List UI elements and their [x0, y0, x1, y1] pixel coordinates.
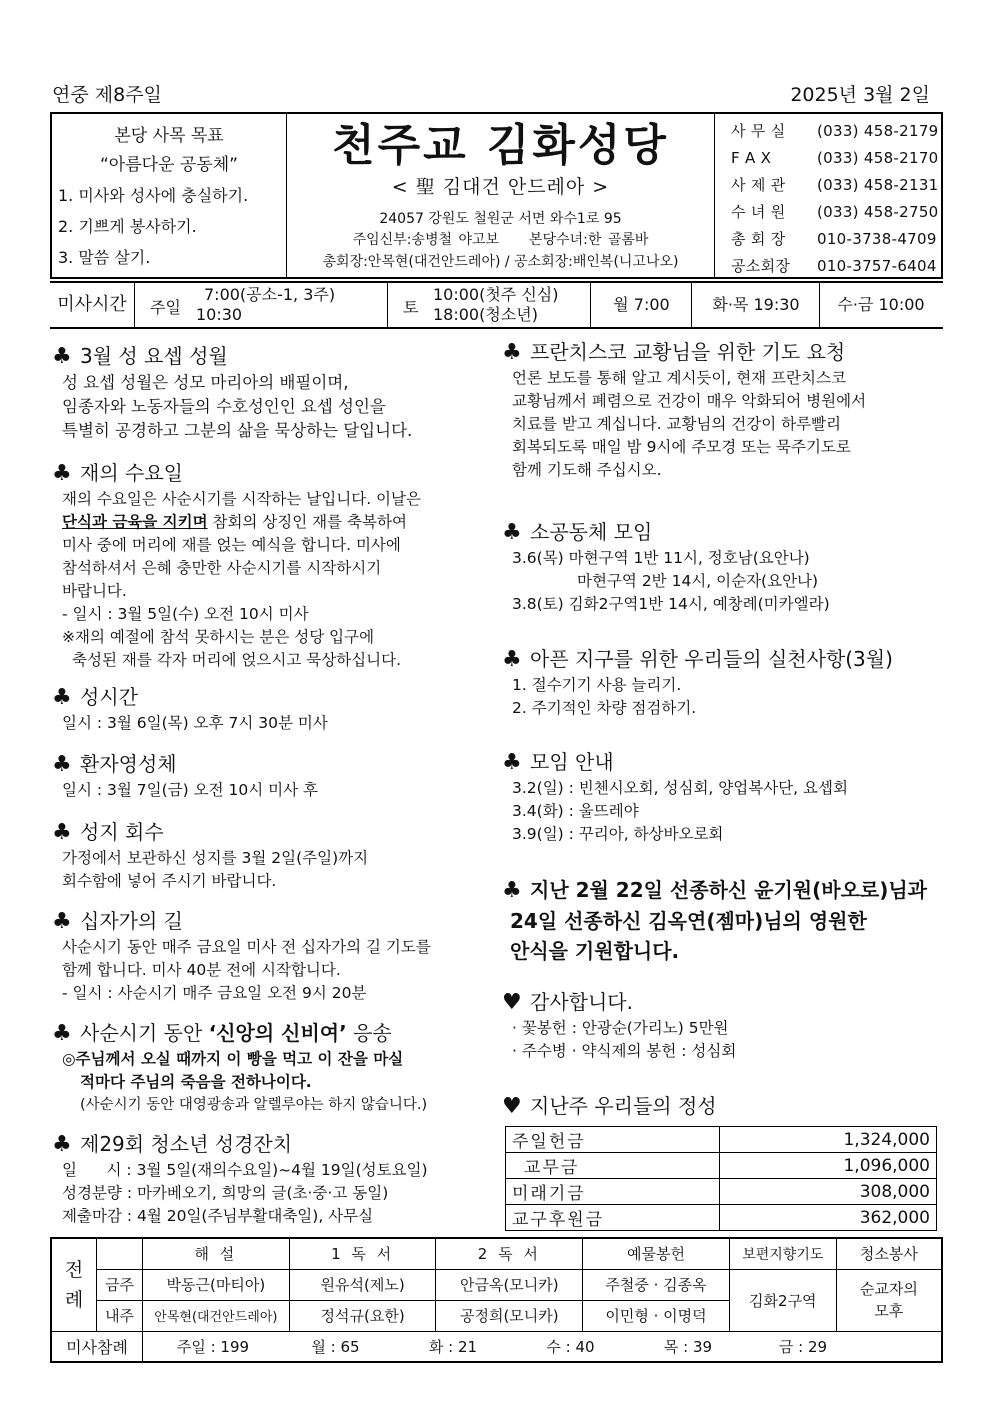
column-header: 해 설 [142, 1238, 289, 1269]
table-cell: 주철중 · 김종옥 [583, 1269, 730, 1300]
phone-label: 사 무 실 [731, 122, 786, 140]
text-line: 임종자와 노동자들의 수호성인인 요셉 성인을 [62, 397, 386, 416]
table-cell: 안목현(대건안드레아) [142, 1300, 289, 1331]
attendance-counts [142, 1331, 942, 1362]
text-line: 치료를 받고 계십니다. 교황님의 건강이 하루빨리 [512, 415, 842, 433]
table-cell: 공정희(모니카) [436, 1300, 583, 1331]
table-cell: 이민형 · 이명덕 [583, 1300, 730, 1331]
church-name: 천주교 김화성당 [332, 120, 669, 171]
goal-item: 1. 미사와 성사에 충실하기. [58, 186, 249, 205]
table-row [506, 1205, 937, 1231]
section-earth-practice [502, 645, 893, 720]
monday-mass: 월 7:00 [592, 283, 692, 327]
column-header: 2 독 서 [436, 1238, 583, 1269]
section-small-community [502, 518, 830, 616]
section-title: ♣ 재의 수요일 [52, 461, 183, 486]
text-line: (사순시기 동안 대영광송과 알렐루야는 하지 않습니다.) [80, 1097, 428, 1113]
phone-label: 사 제 관 [731, 176, 786, 194]
section-offering [502, 1092, 717, 1121]
wed-fri-mass: 수·금 10:00 [837, 295, 925, 314]
offering-label: 주일헌금 [506, 1127, 720, 1153]
club-icon: ♣ [502, 750, 522, 775]
clergy-row [288, 230, 713, 251]
text-line: 3.9(일) : 꾸리아, 하상바오로회 [512, 825, 724, 843]
pastoral-goals [52, 114, 287, 277]
saturday-mass [389, 283, 591, 327]
table-row [51, 1269, 942, 1300]
text-line: 성 요셉 성월은 성모 마리아의 배필이며, [62, 373, 349, 392]
section-pope-prayer [502, 338, 866, 482]
fasting-emphasis: 단식과 금육을 지키며 [62, 513, 208, 531]
section-title: ♥ 감사합니다. [502, 990, 633, 1015]
pastor-name: 주임신부:송병철 야고보 [352, 232, 500, 248]
column-header: 청소봉사 [836, 1238, 942, 1269]
goal-item: 3. 말씀 살기. [58, 248, 151, 267]
goal-title: 본당 사목 목표 [114, 126, 224, 146]
phone-row [731, 226, 943, 253]
column-header: 1 독 서 [289, 1238, 436, 1269]
club-icon: ♣ [52, 1132, 72, 1157]
sunday-time-2: 10:30 [196, 305, 243, 324]
text-line: 축성된 재를 각자 머리에 얹으시고 묵상하십니다. [72, 651, 402, 669]
phone-number: (033) 458-2131 [817, 176, 939, 194]
phone-label: F A X [731, 149, 772, 167]
club-icon: ♣ [52, 685, 72, 710]
club-icon: ♣ [52, 752, 72, 777]
liturgical-sunday: 연중 제8주일 [52, 84, 162, 106]
phone-number: (033) 458-2179 [817, 122, 939, 140]
section-title: ♣ 3월 성 요셉 성월 [52, 344, 228, 369]
text-line: 마현구역 2반 14시, 이순자(요안나) [577, 572, 819, 590]
offering-label: 교무금 [506, 1153, 720, 1179]
mass-times-row [50, 281, 943, 329]
mass-times-label: 미사시간 [50, 283, 135, 327]
goal-motto: “아름다운 공동체” [100, 155, 238, 175]
phone-directory [714, 114, 943, 277]
text-line: 3.8(토) 김화2구역1반 14시, 예창례(미카엘라) [512, 595, 830, 613]
section-sick-communion [52, 750, 318, 802]
text-line: 성경분량 : 마카베오기, 희망의 글(초·중·고 동일) [62, 1184, 389, 1202]
club-icon: ♣ [52, 461, 72, 486]
club-icon: ♣ [52, 909, 72, 934]
section-title: ♣ 성지 회수 [52, 820, 164, 845]
column-header: 예물봉헌 [583, 1238, 730, 1269]
section-youth-bible-festival [52, 1130, 428, 1228]
text-line: 재의 수요일은 사순시기를 시작하는 날입니다. 이날은 [62, 490, 421, 508]
phone-number: 010-3757-6404 [817, 257, 937, 275]
section-mystery-of-faith [52, 1019, 427, 1117]
text-line: 단식과 금육을 지키며 참회의 상징인 재를 축복하여 [62, 513, 407, 531]
attendance-thu: 목 : 39 [663, 1337, 713, 1356]
phone-label: 총 회 장 [731, 230, 786, 248]
section-title: ♥ 지난주 우리들의 정성 [502, 1094, 717, 1119]
table-cell: 원유석(제노) [289, 1269, 436, 1300]
section-holy-hour [52, 683, 328, 735]
phone-label: 공소회장 [731, 257, 791, 275]
saturday-time-2: 18:00(청소년) [433, 305, 538, 324]
goal-item: 2. 기쁘게 봉사하기. [58, 217, 197, 236]
row-label: 내주 [97, 1300, 143, 1331]
table-row [506, 1153, 937, 1179]
row-label: 금주 [97, 1269, 143, 1300]
cleaning-group: 순교자의 모후 [836, 1269, 942, 1331]
liturgy-schedule-table [50, 1237, 943, 1363]
offering-amount: 1,096,000 [720, 1153, 937, 1179]
text-line: 3.2(일) : 빈첸시오회, 성심회, 양업복사단, 요셉회 [512, 779, 848, 797]
saturday-time-1: 10:00(첫주 신심) [433, 285, 559, 304]
table-row [506, 1179, 937, 1205]
offering-amount: 362,000 [720, 1205, 937, 1231]
section-st-joseph-month [52, 342, 412, 443]
phone-row [731, 172, 943, 199]
phone-row [731, 145, 943, 172]
sunday-mass [136, 283, 388, 327]
text-line: 참석하셔서 은혜 충만한 사순시기를 시작하시기 [62, 559, 382, 577]
text-line: 특별히 공경하고 그분의 삶을 묵상하는 달입니다. [62, 421, 413, 440]
repose-line: 안식을 기원합니다. [510, 939, 680, 963]
text-line: · 주수병 · 약식제의 봉헌 : 성심회 [512, 1042, 737, 1060]
text-line: 일시 : 3월 6일(목) 오후 7시 30분 미사 [62, 714, 328, 732]
attendance-label: 미사참례 [51, 1331, 142, 1362]
heart-icon: ♥ [502, 990, 522, 1015]
table-row [506, 1127, 937, 1153]
text-line: 일 시 : 3월 5일(재의수요일)~4월 19일(성토요일) [62, 1161, 428, 1179]
text-line: 함께 합니다. 미사 40분 전에 시작합니다. [62, 961, 341, 979]
section-ash-wednesday [52, 459, 421, 672]
phone-label: 수 녀 원 [731, 203, 786, 221]
issue-date: 2025년 3월 2일 [790, 84, 930, 106]
text-line: 회복되도록 매일 밤 9시에 주모경 또는 묵주기도로 [512, 438, 851, 456]
section-title: ♣ 소공동체 모임 [502, 520, 653, 545]
table-cell: 안금옥(모니카) [436, 1269, 583, 1300]
section-title: ♣ 제29회 청소년 성경잔치 [52, 1132, 293, 1157]
text-line: 회수함에 넣어 주시기 바랍니다. [62, 872, 277, 890]
attendance-fri: 금 : 29 [778, 1337, 828, 1356]
text-line: 3.4(화) : 울뜨레야 [512, 802, 639, 820]
text-line: 가정에서 보관하신 성지를 3월 2일(주일)까지 [62, 849, 369, 867]
section-repose-prayer [502, 876, 927, 965]
heart-icon: ♥ [502, 1094, 522, 1119]
bulletin-header [50, 112, 943, 279]
section-title: ♣ 십자가의 길 [52, 909, 183, 934]
table-cell: 정석규(요한) [289, 1300, 436, 1331]
club-icon: ♣ [502, 647, 522, 672]
phone-row [731, 199, 943, 226]
tue-thu-mass: 화·목 19:30 [693, 283, 820, 327]
repose-line: 24일 선종하신 김옥연(젬마)님의 영원한 [510, 909, 867, 933]
saturday-label: 토 [403, 298, 419, 317]
table-row [51, 1331, 942, 1362]
text-line: 교황님께서 폐렴으로 건강이 매우 악화되어 병원에서 [512, 392, 867, 410]
sister-name: 본당수녀:한 골롬바 [529, 232, 649, 248]
attendance-mon: 월 : 65 [311, 1337, 360, 1356]
table-cell: 박동근(마티아) [142, 1269, 289, 1300]
text-line: 제출마감 : 4월 20일(주님부활대축일), 사무실 [62, 1207, 374, 1225]
text-line: · 꽃봉헌 : 안광순(가리노) 5만원 [512, 1019, 729, 1037]
phone-number: (033) 458-2170 [817, 149, 939, 167]
text-line: 2. 주기적인 차량 점검하기. [512, 699, 697, 717]
club-icon: ♣ [502, 878, 522, 903]
offering-amount: 1,324,000 [720, 1127, 937, 1153]
section-way-of-cross [52, 907, 431, 1005]
council-presidents: 총회장:안목현(대건안드레아) / 공소회장:배인복(니고나오) [322, 254, 679, 270]
liturgy-side-label: 전 례 [51, 1238, 97, 1331]
attendance-wed: 수 : 40 [546, 1337, 595, 1356]
prayer-group: 김화2구역 [729, 1269, 836, 1331]
sunday-label: 주일 [150, 298, 181, 317]
section-thanks [502, 988, 736, 1063]
phone-row [731, 253, 943, 280]
club-icon: ♣ [502, 520, 522, 545]
text-line: 일시 : 3월 7일(금) 오전 10시 미사 후 [62, 781, 318, 799]
attendance-tue: 화 : 21 [428, 1337, 478, 1356]
text-line: 적마다 주님의 죽음을 전하나이다. [80, 1073, 312, 1091]
section-title: ♣ 프란치스코 교황님을 위한 기도 요청 [502, 340, 846, 365]
phone-number: (033) 458-2750 [817, 203, 939, 221]
text-line: - 일시 : 사순시기 매주 금요일 오전 9시 20분 [62, 984, 367, 1002]
text-line: ◎주님께서 오실 때까지 이 빵을 먹고 이 잔을 마실 [62, 1050, 404, 1068]
text-line: 바랍니다. [62, 582, 127, 600]
table-row [51, 1238, 942, 1269]
attendance-sun: 주일 : 199 [176, 1337, 250, 1356]
section-title: ♣ 아픈 지구를 위한 우리들의 실천사항(3월) [502, 647, 893, 672]
text-line: 사순시기 동안 매주 금요일 미사 전 십자가의 길 기도를 [62, 938, 431, 956]
sunday-time-1: 7:00(공소-1, 3주) [204, 285, 336, 304]
column-header: 보편지향기도 [729, 1238, 836, 1269]
offering-table [505, 1126, 937, 1231]
text-line: ※재의 예절에 참석 못하시는 분은 성당 입구에 [62, 628, 375, 646]
table-cell [97, 1238, 143, 1269]
text-line: - 일시 : 3월 5일(수) 오전 10시 미사 [62, 605, 309, 623]
church-address: 24057 강원도 철원군 서면 와수1로 95 [379, 211, 622, 227]
section-palm-collection [52, 818, 368, 893]
text-line: 3.6(목) 마현구역 1반 11시, 정호남(요안나) [512, 549, 810, 567]
section-title: ♣ 성시간 [52, 685, 138, 710]
section-title: ♣ 모임 안내 [502, 750, 614, 775]
offering-amount: 308,000 [720, 1179, 937, 1205]
club-icon: ♣ [52, 1021, 72, 1046]
section-title: ♣ 사순시기 동안 ‘신앙의 신비여’ 응송 [52, 1021, 392, 1046]
section-title: ♣ 지난 2월 22일 선종하신 윤기원(바오로)님과 [502, 878, 928, 903]
club-icon: ♣ [52, 820, 72, 845]
text-line: 미사 중에 머리에 재를 얹는 예식을 합니다. 미사에 [62, 536, 401, 554]
phone-row [731, 118, 943, 145]
text-line: 함께 기도해 주십시오. [512, 461, 662, 479]
text-line: 1. 절수기기 사용 늘리기. [512, 676, 682, 694]
text-line: 언론 보도를 통해 알고 계시듯이, 현재 프란치스코 [512, 369, 846, 387]
church-info [288, 114, 713, 277]
club-icon: ♣ [52, 344, 72, 369]
phone-number: 010-3738-4709 [817, 230, 937, 248]
club-icon: ♣ [502, 340, 522, 365]
patron-saint: < 聖 김대건 안드레아 > [391, 176, 610, 198]
offering-label: 미래기금 [506, 1179, 720, 1205]
section-title: ♣ 환자영성체 [52, 752, 177, 777]
section-meetings [502, 748, 848, 846]
offering-label: 교구후원금 [506, 1205, 720, 1231]
